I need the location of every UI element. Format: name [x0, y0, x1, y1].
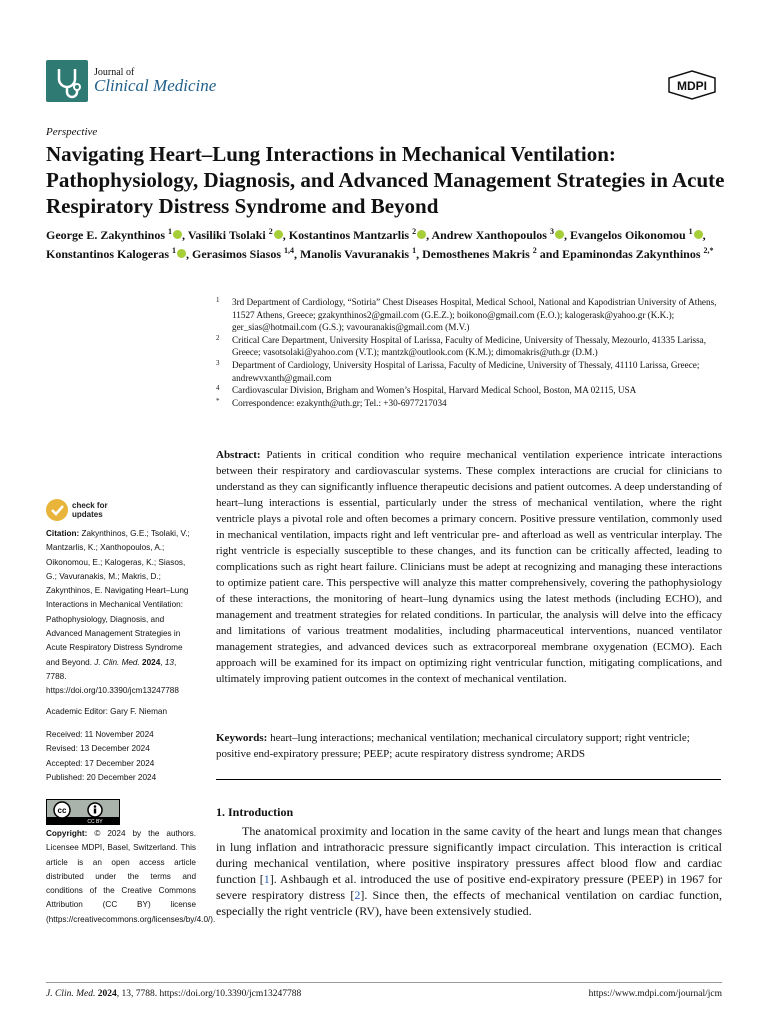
- journal-name-small: Journal of: [94, 67, 135, 78]
- author[interactable]: Vasiliki Tsolaki $^2$: [188, 228, 283, 242]
- date-received: Received: 11 November 2024: [46, 730, 154, 739]
- author[interactable]: Epaminondas Zakynthinos $^{2,*}$: [562, 246, 714, 261]
- author-affiliation-marker: 2,*: [703, 246, 714, 255]
- affiliation: [216, 296, 726, 334]
- citation-journal: J. Clin. Med.: [94, 657, 140, 667]
- author[interactable]: Kostantinos Mantzarlis $^2$: [289, 228, 426, 242]
- footer-journal-url[interactable]: https://www.mdpi.com/journal/jcm: [588, 989, 722, 999]
- author-affiliation-marker: 1: [172, 246, 177, 255]
- affiliation: [216, 359, 726, 384]
- author[interactable]: Manolis Vavuranakis $^1$: [300, 246, 417, 261]
- intro-text-1: The anatomical proximity and location in the same cavity of the heart and lungs mean that changes in lung inflation and intrathoracic pressure significantly impact circulation. This interaction is critical during mechanical ventilation, where positive inspiratory pressures affect blood flow and cardiac function [: [216, 824, 722, 886]
- affiliation-text: Critical Care Department, University Hospital of Larissa, Faculty of Medicine, University of Thessaly, Mezourlo, 41335 Larissa, Greece; vasotsolaki@yahoo.com (V.T.); mantzk@outlook.com (K.M.); dimomakris@uth.gr (D.M.): [232, 334, 707, 358]
- author[interactable]: Konstantinos Kalogeras $^1$: [46, 247, 186, 261]
- journal-logo: [46, 60, 88, 102]
- journal-name: Clinical Medicine: [94, 76, 217, 95]
- date-accepted: Accepted: 17 December 2024: [46, 758, 155, 768]
- abstract: [216, 447, 722, 687]
- author[interactable]: Gerasimos Siasos $^{1,4}$: [192, 246, 295, 261]
- article-type: Perspective: [46, 126, 98, 138]
- author[interactable]: Evangelos Oikonomou $^1$: [570, 228, 703, 242]
- check-updates-line2: updates: [72, 510, 103, 519]
- cc-license-badge[interactable]: [46, 799, 120, 825]
- date-published: Published: 20 December 2024: [46, 772, 157, 782]
- abstract-label: Abstract:: [216, 449, 261, 461]
- affiliation-number: 4: [216, 384, 220, 393]
- reference-link[interactable]: 1: [263, 872, 270, 886]
- intro-text-3: ]. Since then, the effects of mechanical ventilation on cardiac function, especially the right ventricle (RV), have been extensively studied.: [216, 888, 722, 918]
- keywords-text: heart–lung interactions; mechanical ventilation; mechanical circulatory support; right ventricle; positive end-expiratory pressure; PEEP; acute respiratory distress syndrome; ARDS: [216, 732, 690, 760]
- footer-divider: [46, 982, 722, 983]
- author-affiliation-marker: 1: [412, 246, 417, 255]
- citation-volume: 13: [164, 657, 174, 667]
- author-affiliation-marker: 1,4: [284, 246, 295, 255]
- author-affiliation-marker: 1: [688, 227, 693, 236]
- author-affiliation-marker: 2: [412, 227, 417, 236]
- citation-text: Zakynthinos, G.E.; Tsolaki, V.; Mantzarlis, K.; Xanthopoulos, A.; Oikonomou, E.; Kalogeras, K.; Siasos, G.; Vavuranakis, M.; Makris, D.; Zakynthinos, E. Navigating Heart–Lung Interactions in Mechanical Ventilation: Pathophysiology, Diagnosis, and Advanced Management Strategies in Acute Respiratory Distress Syndrome and Beyond.: [46, 529, 190, 667]
- affiliation-number: 1: [216, 296, 220, 304]
- abstract-text: Patients in critical condition who require mechanical ventilation experience intricate interactions between their respiratory and cardiovascular systems. These complex interactions are crucial for clinicians to understand as they can significantly influence therapeutic decisions and patient outcomes. A deep understanding of heart–lung interactions is essential, particularly under the stress of mechanical ventilation, where the right ventricle plays a pivotal role and often becomes a primary concern. Positive pressure ventilation, commonly used in mechanical ventilation, impacts right and left ventricular pre- and afterload as well as ventricular interplay. The right ventricle is especially susceptible to these changes, and its function can be critically affected, leading to complications such as right heart failure. Clinicians must be adept at recognizing and managing these interactions to optimize patient care. This perspective will analyze this matter comprehensively, covering the pathophysiology of these interactions, the monitoring of heart–lung dynamics using the latest methods (including ECHO), and management and treatment strategies for related conditions. In particular, the analysis will delve into the efficacy and limitations of various treatment modalities, including pharmaceutical interventions, nuanced ventilator management strategies, and advanced devices such as extracorporeal membrane oxygenation (ECMO). Each approach will be examined for its impact on optimizing right ventricular function, mitigating complications, and ultimately improving patient outcomes in the context of mechanical ventilation.: [216, 449, 723, 685]
- author-affiliation-marker: 1: [168, 227, 173, 236]
- author[interactable]: Demosthenes Makris $^2$: [422, 246, 537, 261]
- affiliation-text: Department of Cardiology, University Hospital of Larissa, Faculty of Medicine, University of Thessaly, 41110 Larissa, Greece; andrewvxanth@gmail.com: [232, 359, 700, 383]
- orcid-icon[interactable]: [555, 230, 564, 239]
- reference-link[interactable]: 2: [354, 888, 361, 902]
- keywords-label: Keywords:: [216, 732, 268, 744]
- academic-editor: Academic Editor: Gary F. Nieman: [46, 707, 168, 716]
- section-heading: 1. Introduction: [216, 805, 294, 819]
- copyright-notice: [46, 827, 216, 927]
- author-affiliation-marker: 3: [549, 227, 554, 236]
- check-updates-icon[interactable]: [46, 499, 68, 521]
- copyright-label: Copyright:: [46, 829, 88, 838]
- affiliation-number: 2: [216, 333, 220, 342]
- svg-text:cc: cc: [57, 806, 67, 815]
- orcid-icon[interactable]: [173, 230, 182, 239]
- author-affiliation-marker: 2: [532, 246, 537, 255]
- footer-year: 2024: [97, 989, 117, 999]
- author[interactable]: George E. Zakynthinos $^1$: [46, 228, 182, 242]
- footer-citation: [46, 989, 301, 999]
- citation-year: 2024: [142, 657, 161, 667]
- author-affiliation-marker: 2: [268, 227, 273, 236]
- citation: Citation: Zakynthinos, G.E.; Tsolaki, V.; Mantzarlis, K.; Xanthopoulos, A.; Oikonomou, E.; Kalogeras, K.; Siasos, G.; Vavuranakis, M.; Makris, D.; Zakynthinos, E. Navigating Heart–Lung Interactions in Mechanical Ventilation: Pathophysiology, Diagnosis, and Advanced Management Strategies in Acute Respiratory Distress Syndrome and Beyond. J. Clin. Med. 2024, 13, 7788. https://doi.org/10.3390/jcm13247788: [46, 529, 190, 696]
- orcid-icon[interactable]: [274, 230, 283, 239]
- affiliation-number: *: [216, 396, 220, 405]
- publisher-logo[interactable]: [666, 70, 718, 100]
- orcid-icon[interactable]: [177, 249, 186, 258]
- citation-label: Citation:: [46, 529, 80, 538]
- author[interactable]: Andrew Xanthopoulos $^3$: [431, 228, 563, 242]
- orcid-icon[interactable]: [694, 230, 703, 239]
- affiliation: [216, 397, 726, 410]
- intro-paragraph: [216, 823, 722, 919]
- stethoscope-icon: [46, 60, 88, 102]
- affiliation: [216, 384, 726, 397]
- affiliation-number: 3: [216, 358, 220, 367]
- intro-text-2: ]. Ashbaugh et al. introduced the use of positive end-expiratory pressure (PEEP) in 1967 for severe respiratory distress [: [216, 872, 722, 902]
- divider: [216, 779, 721, 780]
- footer-doi[interactable]: , 13, 7788. https://doi.org/10.3390/jcm13247788: [116, 989, 302, 999]
- copyright-text: © 2024 by the authors. Licensee MDPI, Basel, Switzerland. This article is an open access article distributed under the terms and conditions of the Creative Commons Attribution (CC BY) license (https://creativecommons.org/licenses/by/4.0/).: [46, 829, 216, 924]
- author-list: George E. Zakynthinos $^1$ , Vasiliki Tsolaki $^2$ , Kostantinos Mantzarlis $^2$ , Andrew Xanthopoulos $^3$ , Evangelos Oikonomou $^1$ , Konstantinos Kalogeras $^1$ , Gerasimos Siasos $^{1,4}$, Manolis Vavuranakis $^1$, Demosthenes Makris $^2$ and Epaminondas Zakynthinos $^{2,*}$: [46, 227, 714, 261]
- citation-doi[interactable]: , 7788. https://doi.org/10.3390/jcm13247788: [46, 657, 179, 696]
- article-title: Navigating Heart–Lung Interactions in Mechanical Ventilation: Pathophysiology, Diagnosis, and Advanced Management Strategies in Acute Respiratory Distress Syndrome and Beyond: [46, 142, 725, 218]
- footer-journal: J. Clin. Med.: [46, 989, 96, 999]
- affiliation: [216, 334, 726, 359]
- keywords: [216, 730, 722, 762]
- affiliation-text: Correspondence: ezakynth@uth.gr; Tel.: +30-6977217034: [232, 397, 447, 408]
- affiliation-text: Cardiovascular Division, Brigham and Women’s Hospital, Harvard Medical School, Boston, MA 02115, USA: [232, 385, 637, 396]
- publication-dates: [46, 728, 156, 785]
- check-updates-line1: check for: [72, 501, 108, 510]
- cc-label: CC BY: [87, 819, 103, 824]
- publisher-name: MDPI: [677, 79, 707, 93]
- check-updates-button[interactable]: [72, 501, 108, 519]
- orcid-icon[interactable]: [417, 230, 426, 239]
- affiliations: [216, 296, 726, 409]
- affiliation-text: 3rd Department of Cardiology, “Sotiria” Chest Diseases Hospital, Medical School, National and Kapodistrian University of Athens, 11527 Athens, Greece; gzakynthinos2@gmail.com (G.E.Z.); boikono@gmail.com (E.O.); kalogerask@yahoo.gr (K.K.); ger_sias@hotmail.com (G.S.); vavouranakis@gmail.com (M.V.): [232, 297, 717, 333]
- date-revised: Revised: 13 December 2024: [46, 744, 150, 754]
